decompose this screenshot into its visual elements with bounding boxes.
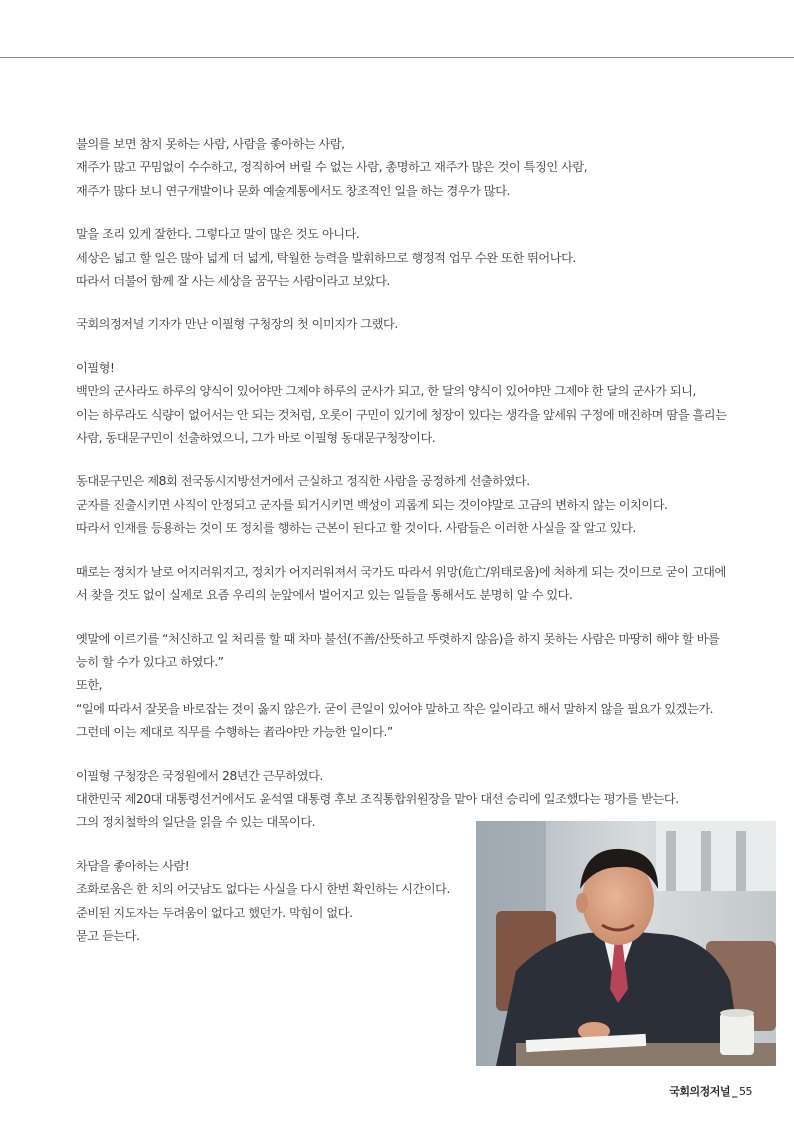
text-line: 이는 하루라도 식량이 없어서는 안 되는 것처럼, 오롯이 구민이 있기에 청장이 있다는 생각을 앞세워 구정에 매진하며 땀을 흘리는 [76, 407, 727, 422]
text-line: “일에 따라서 잘못을 바로잡는 것이 옳지 않은가. 굳이 큰일이 있어야 말하고 작은 일이라고 해서 말하지 않을 필요가 있겠는가. [76, 701, 714, 716]
text-line: 재주가 많다 보니 연구개발이나 문화 예술계통에서도 창조적인 일을 하는 경우가 많다. [76, 183, 510, 198]
paragraph [76, 133, 746, 203]
paragraph [76, 357, 746, 451]
text-line: 조화로움은 한 치의 어긋남도 없다는 사실을 다시 한번 확인하는 시간이다. [76, 882, 450, 897]
page-number: 55 [739, 1085, 752, 1098]
footer-separator: _ [732, 1085, 737, 1098]
text-line: 그의 정치철학의 일단을 읽을 수 있는 대목이다. [76, 815, 316, 830]
header-rule [0, 57, 794, 58]
paragraph [76, 470, 746, 540]
text-line: 또한, [76, 678, 103, 693]
paragraph [76, 223, 746, 293]
text-line: 불의를 보면 참지 못하는 사람, 사람을 좋아하는 사람, [76, 137, 345, 151]
text-line: 사람, 동대문구민이 선출하였으니, 그가 바로 이필형 동대문구청장이다. [76, 431, 436, 446]
paragraph [76, 313, 746, 336]
text-line: 옛말에 이르기를 “처신하고 일 처리를 할 때 차마 불선(不善/산뜻하고 뚜렷하지 않음)을 하지 못하는 사람은 마땅히 해야 할 바를 [76, 631, 720, 646]
text-line: 이필형! [76, 360, 115, 375]
paragraph [76, 561, 746, 608]
text-line: 이필형 구청장은 국정원에서 28년간 근무하였다. [76, 768, 323, 783]
text-line: 백만의 군사라도 하루의 양식이 있어야만 그제야 하루의 군사가 되고, 한 달의 양식이 있어야만 그제야 한 달의 군사가 되니, [76, 384, 696, 399]
text-line: 그런데 이는 제대로 직무를 수행하는 者라야만 가능한 일이다.” [76, 725, 393, 740]
text-line: 묻고 듣는다. [76, 928, 140, 943]
text-line: 국회의정저널 기자가 만난 이필형 구청장의 첫 이미지가 그랬다. [76, 317, 398, 332]
text-line: 서 찾을 것도 없이 실제로 요즘 우리의 눈앞에서 벌어지고 있는 일들을 통해서도 분명히 알 수 있다. [76, 588, 573, 603]
text-line: 따라서 더불어 함께 잘 사는 세상을 꿈꾸는 사람이라고 보았다. [76, 274, 390, 289]
text-line: 따라서 인재를 등용하는 것이 또 정치를 행하는 근본이 된다고 할 것이다. 사람들은 이러한 사실을 잘 알고 있다. [76, 521, 636, 536]
text-line: 능히 할 수가 있다고 하였다.” [76, 654, 224, 669]
page-footer [669, 1083, 752, 1099]
text-line: 준비된 지도자는 두려움이 없다고 했던가. 막힘이 없다. [76, 905, 353, 920]
text-line: 재주가 많고 꾸밈없이 수수하고, 정직하여 버릴 수 없는 사람, 총명하고 재주가 많은 것이 특징인 사람, [76, 160, 588, 175]
text-line: 세상은 넓고 할 일은 많아 넓게 더 넓게, 탁월한 능력을 발휘하므로 행정적 업무 수완 또한 뛰어나다. [76, 250, 576, 265]
portrait-photo [476, 821, 776, 1066]
text-line: 동대문구민은 제8회 전국동시지방선거에서 근실하고 정직한 사람을 공정하게 선출하였다. [76, 474, 530, 489]
text-line: 군자를 진출시키면 사직이 안정되고 군자를 퇴거시키면 백성이 괴롭게 되는 것이야말로 고금의 변하지 않는 이치이다. [76, 497, 668, 512]
publication-name: 국회의정저널 [669, 1085, 730, 1098]
paragraph [76, 628, 746, 745]
portrait-illustration [476, 821, 776, 1066]
text-line: 차담을 좋아하는 사람! [76, 858, 190, 873]
text-line: 대한민국 제20대 대통령선거에서도 윤석열 대통령 후보 조직통합위원장을 맡아 대선 승리에 일조했다는 평가를 받는다. [76, 791, 679, 806]
text-line: 말을 조리 있게 잘한다. 그렇다고 말이 많은 것도 아니다. [76, 227, 360, 242]
text-line: 때로는 정치가 날로 어지러워지고, 정치가 어지러워져서 국가도 따라서 위망(危亡/위태로움)에 처하게 되는 것이므로 굳이 고대에 [76, 564, 726, 579]
